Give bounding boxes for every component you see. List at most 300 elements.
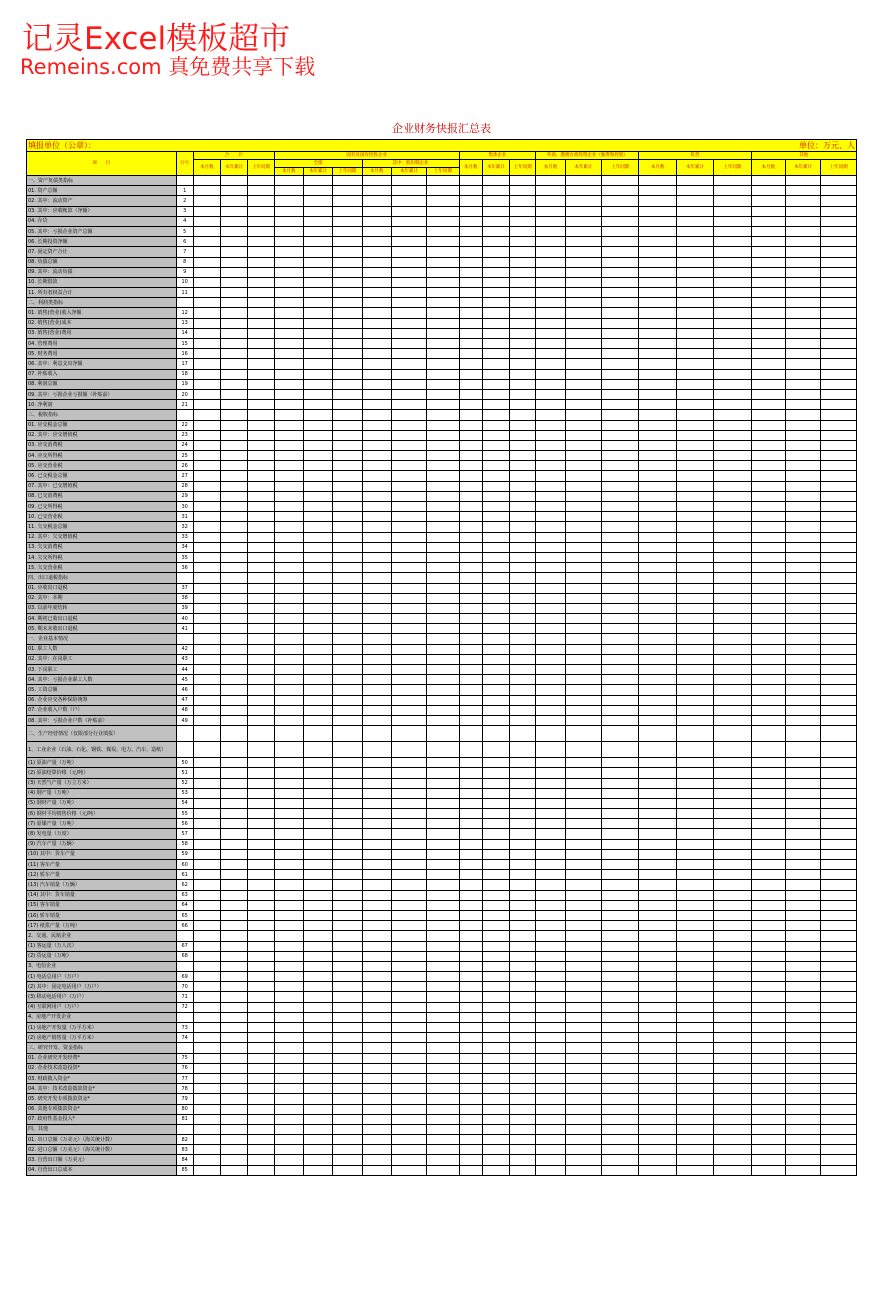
data-cell[interactable]	[602, 461, 639, 471]
data-cell[interactable]	[303, 1084, 332, 1094]
data-cell[interactable]	[536, 471, 565, 481]
data-cell[interactable]	[714, 644, 751, 654]
data-cell[interactable]	[248, 644, 274, 654]
data-cell[interactable]	[510, 186, 536, 196]
data-cell[interactable]	[303, 216, 332, 226]
data-cell[interactable]	[602, 247, 639, 257]
data-cell[interactable]	[639, 849, 676, 859]
data-cell[interactable]	[362, 226, 391, 236]
data-cell[interactable]	[303, 644, 332, 654]
data-cell[interactable]	[510, 1114, 536, 1124]
data-cell[interactable]	[482, 298, 509, 308]
data-cell[interactable]	[510, 1002, 536, 1012]
data-cell[interactable]	[821, 1104, 857, 1114]
data-cell[interactable]	[510, 809, 536, 819]
data-cell[interactable]	[248, 829, 274, 839]
data-cell[interactable]	[248, 1084, 274, 1094]
data-cell[interactable]	[362, 726, 391, 742]
data-cell[interactable]	[482, 778, 509, 788]
data-cell[interactable]	[427, 961, 459, 971]
data-cell[interactable]	[303, 880, 332, 890]
data-cell[interactable]	[785, 552, 820, 562]
data-cell[interactable]	[193, 573, 220, 583]
data-cell[interactable]	[427, 726, 459, 742]
data-cell[interactable]	[333, 288, 362, 298]
data-cell[interactable]	[676, 542, 713, 552]
data-cell[interactable]	[303, 288, 332, 298]
data-cell[interactable]	[676, 992, 713, 1002]
data-cell[interactable]	[676, 788, 713, 798]
data-cell[interactable]	[714, 1084, 751, 1094]
data-cell[interactable]	[785, 1135, 820, 1145]
data-cell[interactable]	[482, 634, 509, 644]
data-cell[interactable]	[193, 440, 220, 450]
data-cell[interactable]	[714, 522, 751, 532]
data-cell[interactable]	[362, 552, 391, 562]
data-cell[interactable]	[459, 196, 482, 206]
data-cell[interactable]	[459, 247, 482, 257]
data-cell[interactable]	[193, 695, 220, 705]
data-cell[interactable]	[221, 237, 248, 247]
data-cell[interactable]	[785, 910, 820, 920]
data-cell[interactable]	[565, 941, 601, 951]
data-cell[interactable]	[459, 308, 482, 318]
data-cell[interactable]	[510, 379, 536, 389]
data-cell[interactable]	[427, 742, 459, 758]
data-cell[interactable]	[274, 788, 303, 798]
data-cell[interactable]	[821, 921, 857, 931]
data-cell[interactable]	[482, 379, 509, 389]
data-cell[interactable]	[821, 226, 857, 236]
data-cell[interactable]	[565, 829, 601, 839]
data-cell[interactable]	[248, 563, 274, 573]
data-cell[interactable]	[510, 532, 536, 542]
data-cell[interactable]	[333, 1124, 362, 1134]
data-cell[interactable]	[751, 1145, 785, 1155]
data-cell[interactable]	[565, 593, 601, 603]
data-cell[interactable]	[303, 552, 332, 562]
data-cell[interactable]	[221, 951, 248, 961]
data-cell[interactable]	[274, 809, 303, 819]
data-cell[interactable]	[714, 742, 751, 758]
data-cell[interactable]	[362, 839, 391, 849]
data-cell[interactable]	[333, 369, 362, 379]
data-cell[interactable]	[303, 839, 332, 849]
data-cell[interactable]	[221, 982, 248, 992]
data-cell[interactable]	[248, 715, 274, 725]
data-cell[interactable]	[714, 614, 751, 624]
data-cell[interactable]	[676, 715, 713, 725]
data-cell[interactable]	[602, 563, 639, 573]
data-cell[interactable]	[333, 502, 362, 512]
data-cell[interactable]	[459, 318, 482, 328]
data-cell[interactable]	[333, 715, 362, 725]
data-cell[interactable]	[602, 512, 639, 522]
data-cell[interactable]	[362, 298, 391, 308]
data-cell[interactable]	[602, 778, 639, 788]
data-cell[interactable]	[303, 675, 332, 685]
data-cell[interactable]	[274, 379, 303, 389]
data-cell[interactable]	[785, 665, 820, 675]
data-cell[interactable]	[391, 552, 426, 562]
data-cell[interactable]	[248, 1023, 274, 1033]
data-cell[interactable]	[565, 369, 601, 379]
data-cell[interactable]	[274, 758, 303, 768]
data-cell[interactable]	[482, 961, 509, 971]
data-cell[interactable]	[565, 440, 601, 450]
data-cell[interactable]	[785, 1023, 820, 1033]
data-cell[interactable]	[274, 339, 303, 349]
data-cell[interactable]	[303, 440, 332, 450]
data-cell[interactable]	[821, 1165, 857, 1175]
data-cell[interactable]	[391, 1135, 426, 1145]
data-cell[interactable]	[751, 196, 785, 206]
data-cell[interactable]	[639, 819, 676, 829]
data-cell[interactable]	[676, 695, 713, 705]
data-cell[interactable]	[391, 1145, 426, 1155]
data-cell[interactable]	[676, 420, 713, 430]
data-cell[interactable]	[274, 298, 303, 308]
data-cell[interactable]	[248, 921, 274, 931]
data-cell[interactable]	[751, 726, 785, 742]
data-cell[interactable]	[785, 880, 820, 890]
data-cell[interactable]	[362, 654, 391, 664]
data-cell[interactable]	[751, 318, 785, 328]
data-cell[interactable]	[714, 972, 751, 982]
data-cell[interactable]	[303, 1012, 332, 1022]
data-cell[interactable]	[333, 1023, 362, 1033]
data-cell[interactable]	[602, 860, 639, 870]
data-cell[interactable]	[427, 400, 459, 410]
data-cell[interactable]	[303, 471, 332, 481]
data-cell[interactable]	[821, 849, 857, 859]
data-cell[interactable]	[221, 502, 248, 512]
data-cell[interactable]	[482, 972, 509, 982]
data-cell[interactable]	[714, 900, 751, 910]
data-cell[interactable]	[639, 1043, 676, 1053]
data-cell[interactable]	[821, 512, 857, 522]
data-cell[interactable]	[274, 237, 303, 247]
data-cell[interactable]	[510, 277, 536, 287]
data-cell[interactable]	[565, 742, 601, 758]
data-cell[interactable]	[248, 768, 274, 778]
data-cell[interactable]	[391, 318, 426, 328]
data-cell[interactable]	[221, 644, 248, 654]
data-cell[interactable]	[676, 982, 713, 992]
data-cell[interactable]	[676, 1155, 713, 1165]
data-cell[interactable]	[536, 941, 565, 951]
data-cell[interactable]	[510, 1155, 536, 1165]
data-cell[interactable]	[639, 1104, 676, 1114]
data-cell[interactable]	[510, 237, 536, 247]
data-cell[interactable]	[565, 758, 601, 768]
data-cell[interactable]	[248, 951, 274, 961]
data-cell[interactable]	[751, 369, 785, 379]
data-cell[interactable]	[333, 654, 362, 664]
data-cell[interactable]	[193, 972, 220, 982]
data-cell[interactable]	[459, 1053, 482, 1063]
data-cell[interactable]	[510, 247, 536, 257]
data-cell[interactable]	[714, 829, 751, 839]
data-cell[interactable]	[751, 1023, 785, 1033]
data-cell[interactable]	[510, 1165, 536, 1175]
data-cell[interactable]	[639, 1114, 676, 1124]
data-cell[interactable]	[193, 849, 220, 859]
data-cell[interactable]	[459, 1135, 482, 1145]
data-cell[interactable]	[193, 1053, 220, 1063]
data-cell[interactable]	[510, 288, 536, 298]
data-cell[interactable]	[565, 257, 601, 267]
data-cell[interactable]	[639, 778, 676, 788]
data-cell[interactable]	[751, 573, 785, 583]
data-cell[interactable]	[362, 573, 391, 583]
data-cell[interactable]	[274, 634, 303, 644]
data-cell[interactable]	[362, 1155, 391, 1165]
data-cell[interactable]	[362, 542, 391, 552]
data-cell[interactable]	[639, 860, 676, 870]
data-cell[interactable]	[193, 542, 220, 552]
data-cell[interactable]	[602, 552, 639, 562]
data-cell[interactable]	[482, 870, 509, 880]
data-cell[interactable]	[536, 542, 565, 552]
data-cell[interactable]	[248, 288, 274, 298]
data-cell[interactable]	[602, 768, 639, 778]
data-cell[interactable]	[785, 695, 820, 705]
data-cell[interactable]	[751, 593, 785, 603]
data-cell[interactable]	[248, 1145, 274, 1155]
data-cell[interactable]	[821, 634, 857, 644]
data-cell[interactable]	[639, 1165, 676, 1175]
data-cell[interactable]	[821, 328, 857, 338]
data-cell[interactable]	[427, 196, 459, 206]
data-cell[interactable]	[714, 247, 751, 257]
data-cell[interactable]	[565, 675, 601, 685]
data-cell[interactable]	[391, 1043, 426, 1053]
data-cell[interactable]	[785, 1094, 820, 1104]
data-cell[interactable]	[248, 788, 274, 798]
data-cell[interactable]	[391, 695, 426, 705]
data-cell[interactable]	[221, 552, 248, 562]
data-cell[interactable]	[751, 389, 785, 399]
data-cell[interactable]	[274, 654, 303, 664]
data-cell[interactable]	[510, 389, 536, 399]
data-cell[interactable]	[427, 1063, 459, 1073]
data-cell[interactable]	[785, 440, 820, 450]
data-cell[interactable]	[565, 665, 601, 675]
data-cell[interactable]	[362, 491, 391, 501]
data-cell[interactable]	[714, 237, 751, 247]
data-cell[interactable]	[602, 1002, 639, 1012]
data-cell[interactable]	[427, 972, 459, 982]
data-cell[interactable]	[391, 216, 426, 226]
data-cell[interactable]	[193, 654, 220, 664]
data-cell[interactable]	[639, 809, 676, 819]
data-cell[interactable]	[333, 890, 362, 900]
data-cell[interactable]	[785, 1073, 820, 1083]
data-cell[interactable]	[221, 726, 248, 742]
data-cell[interactable]	[459, 1094, 482, 1104]
data-cell[interactable]	[274, 502, 303, 512]
data-cell[interactable]	[482, 440, 509, 450]
data-cell[interactable]	[639, 941, 676, 951]
data-cell[interactable]	[459, 328, 482, 338]
data-cell[interactable]	[248, 593, 274, 603]
data-cell[interactable]	[303, 809, 332, 819]
data-cell[interactable]	[274, 491, 303, 501]
data-cell[interactable]	[248, 522, 274, 532]
data-cell[interactable]	[536, 410, 565, 420]
data-cell[interactable]	[459, 758, 482, 768]
data-cell[interactable]	[459, 1043, 482, 1053]
data-cell[interactable]	[821, 1094, 857, 1104]
data-cell[interactable]	[785, 512, 820, 522]
data-cell[interactable]	[193, 491, 220, 501]
data-cell[interactable]	[565, 359, 601, 369]
data-cell[interactable]	[221, 206, 248, 216]
data-cell[interactable]	[639, 1053, 676, 1063]
data-cell[interactable]	[565, 768, 601, 778]
data-cell[interactable]	[391, 819, 426, 829]
data-cell[interactable]	[676, 685, 713, 695]
data-cell[interactable]	[303, 910, 332, 920]
data-cell[interactable]	[751, 1043, 785, 1053]
data-cell[interactable]	[536, 675, 565, 685]
data-cell[interactable]	[221, 798, 248, 808]
data-cell[interactable]	[602, 992, 639, 1002]
data-cell[interactable]	[274, 1114, 303, 1124]
data-cell[interactable]	[676, 328, 713, 338]
data-cell[interactable]	[362, 941, 391, 951]
data-cell[interactable]	[536, 665, 565, 675]
data-cell[interactable]	[333, 461, 362, 471]
data-cell[interactable]	[565, 961, 601, 971]
data-cell[interactable]	[565, 328, 601, 338]
data-cell[interactable]	[510, 502, 536, 512]
data-cell[interactable]	[193, 583, 220, 593]
data-cell[interactable]	[714, 542, 751, 552]
data-cell[interactable]	[565, 1114, 601, 1124]
data-cell[interactable]	[482, 318, 509, 328]
data-cell[interactable]	[221, 1063, 248, 1073]
data-cell[interactable]	[676, 849, 713, 859]
data-cell[interactable]	[248, 931, 274, 941]
data-cell[interactable]	[639, 216, 676, 226]
data-cell[interactable]	[821, 1145, 857, 1155]
data-cell[interactable]	[714, 921, 751, 931]
data-cell[interactable]	[785, 1002, 820, 1012]
data-cell[interactable]	[482, 512, 509, 522]
data-cell[interactable]	[639, 349, 676, 359]
data-cell[interactable]	[391, 1094, 426, 1104]
data-cell[interactable]	[565, 695, 601, 705]
data-cell[interactable]	[565, 552, 601, 562]
data-cell[interactable]	[274, 1104, 303, 1114]
data-cell[interactable]	[248, 400, 274, 410]
data-cell[interactable]	[821, 389, 857, 399]
data-cell[interactable]	[639, 900, 676, 910]
data-cell[interactable]	[714, 798, 751, 808]
data-cell[interactable]	[510, 860, 536, 870]
data-cell[interactable]	[639, 593, 676, 603]
data-cell[interactable]	[714, 481, 751, 491]
data-cell[interactable]	[602, 654, 639, 664]
data-cell[interactable]	[482, 410, 509, 420]
data-cell[interactable]	[510, 654, 536, 664]
data-cell[interactable]	[482, 910, 509, 920]
data-cell[interactable]	[193, 665, 220, 675]
data-cell[interactable]	[362, 644, 391, 654]
data-cell[interactable]	[565, 644, 601, 654]
data-cell[interactable]	[565, 839, 601, 849]
data-cell[interactable]	[391, 410, 426, 420]
data-cell[interactable]	[565, 491, 601, 501]
data-cell[interactable]	[751, 461, 785, 471]
data-cell[interactable]	[303, 563, 332, 573]
data-cell[interactable]	[193, 257, 220, 267]
data-cell[interactable]	[333, 267, 362, 277]
data-cell[interactable]	[303, 992, 332, 1002]
data-cell[interactable]	[565, 563, 601, 573]
data-cell[interactable]	[193, 1063, 220, 1073]
data-cell[interactable]	[274, 1165, 303, 1175]
data-cell[interactable]	[536, 870, 565, 880]
data-cell[interactable]	[459, 1012, 482, 1022]
data-cell[interactable]	[248, 685, 274, 695]
data-cell[interactable]	[274, 768, 303, 778]
data-cell[interactable]	[821, 481, 857, 491]
data-cell[interactable]	[427, 758, 459, 768]
data-cell[interactable]	[602, 665, 639, 675]
data-cell[interactable]	[482, 1053, 509, 1063]
data-cell[interactable]	[391, 715, 426, 725]
data-cell[interactable]	[785, 809, 820, 819]
data-cell[interactable]	[248, 1053, 274, 1063]
data-cell[interactable]	[565, 603, 601, 613]
data-cell[interactable]	[459, 1114, 482, 1124]
data-cell[interactable]	[785, 778, 820, 788]
data-cell[interactable]	[391, 788, 426, 798]
data-cell[interactable]	[303, 339, 332, 349]
data-cell[interactable]	[714, 216, 751, 226]
data-cell[interactable]	[565, 379, 601, 389]
data-cell[interactable]	[639, 552, 676, 562]
data-cell[interactable]	[602, 542, 639, 552]
data-cell[interactable]	[821, 870, 857, 880]
data-cell[interactable]	[391, 614, 426, 624]
data-cell[interactable]	[303, 695, 332, 705]
data-cell[interactable]	[303, 1073, 332, 1083]
data-cell[interactable]	[714, 654, 751, 664]
data-cell[interactable]	[221, 603, 248, 613]
data-cell[interactable]	[274, 583, 303, 593]
data-cell[interactable]	[751, 634, 785, 644]
data-cell[interactable]	[221, 634, 248, 644]
data-cell[interactable]	[821, 308, 857, 318]
data-cell[interactable]	[333, 440, 362, 450]
data-cell[interactable]	[248, 247, 274, 257]
data-cell[interactable]	[639, 237, 676, 247]
data-cell[interactable]	[639, 328, 676, 338]
data-cell[interactable]	[427, 583, 459, 593]
data-cell[interactable]	[565, 226, 601, 236]
data-cell[interactable]	[785, 1114, 820, 1124]
data-cell[interactable]	[193, 339, 220, 349]
data-cell[interactable]	[391, 359, 426, 369]
data-cell[interactable]	[221, 277, 248, 287]
data-cell[interactable]	[391, 1012, 426, 1022]
data-cell[interactable]	[303, 1043, 332, 1053]
data-cell[interactable]	[510, 176, 536, 186]
